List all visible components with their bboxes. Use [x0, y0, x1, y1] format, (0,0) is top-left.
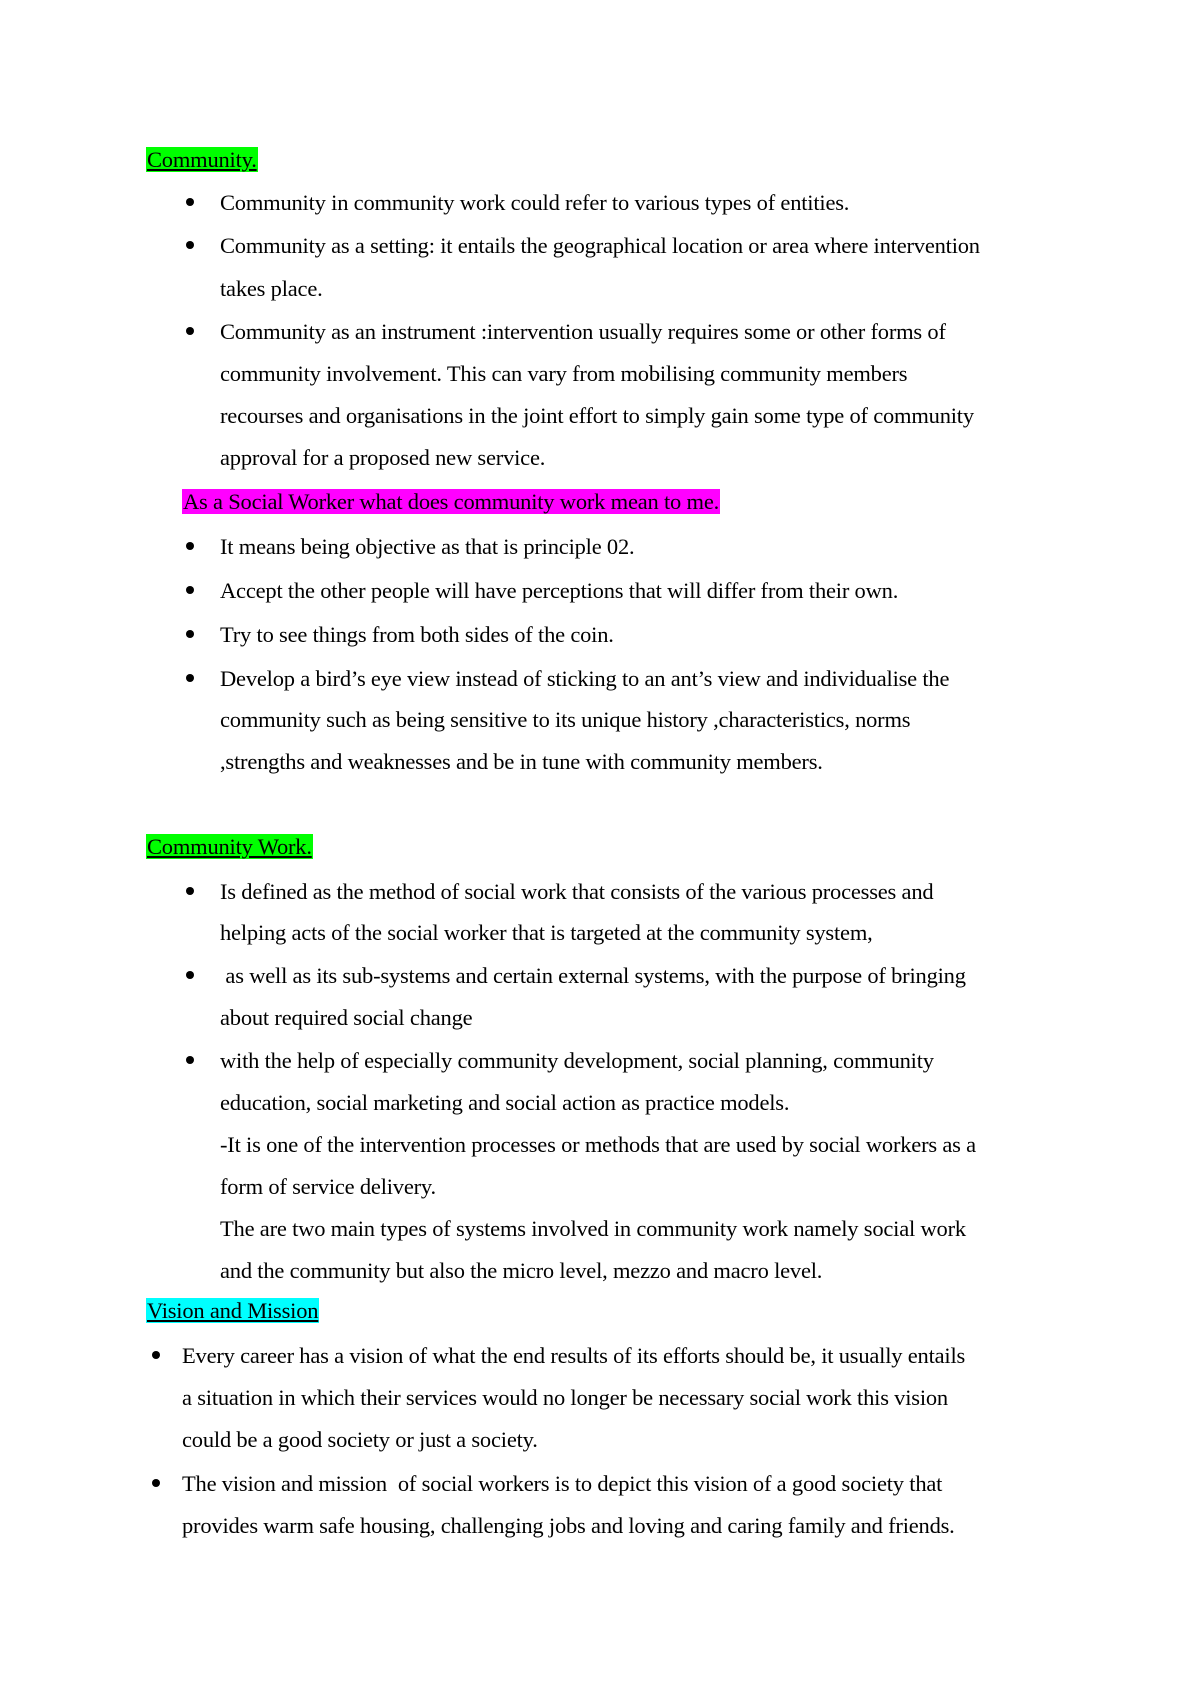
list-item: Is defined as the method of social work that consists of the various processes and — [220, 879, 934, 904]
list-item-continuation: -It is one of the intervention processes or methods that are used by social workers as a — [220, 1132, 976, 1157]
heading-community-text: Community. — [147, 147, 257, 172]
bullet-icon — [186, 586, 194, 594]
bullet-icon — [186, 674, 194, 682]
list-item-continuation: community such as being sensitive to its unique history ,characteristics, norms — [220, 707, 911, 732]
bullet-icon — [186, 887, 194, 895]
list-item: Community in community work could refer to various types of entities. — [220, 190, 850, 215]
list-item-continuation: takes place. — [220, 276, 323, 301]
list-item: Develop a bird’s eye view instead of sticking to an ant’s view and individualise the — [220, 666, 950, 691]
list-item: It means being objective as that is principle 02. — [220, 534, 635, 559]
list-item-continuation: and the community but also the micro level, mezzo and macro level. — [220, 1258, 823, 1283]
bullet-icon — [186, 327, 194, 335]
list-item: Every career has a vision of what the end results of its efforts should be, it usually entails — [182, 1343, 966, 1368]
heading-social-worker — [182, 487, 720, 517]
list-item-continuation: recourses and organisations in the joint effort to simply gain some type of community — [220, 403, 974, 428]
list-item-continuation: approval for a proposed new service. — [220, 445, 546, 470]
list-item-continuation: could be a good society or just a society. — [182, 1427, 538, 1452]
list-item: The vision and mission of social workers is to depict this vision of a good society that — [182, 1471, 943, 1496]
heading-community-work-text: Community Work. — [147, 834, 312, 859]
bullet-icon — [152, 1351, 160, 1359]
bullet-icon — [152, 1479, 160, 1487]
heading-community — [146, 145, 258, 175]
list-item-continuation: education, social marketing and social action as practice models. — [220, 1090, 790, 1115]
list-item-continuation: a situation in which their services would no longer be necessary social work this vision — [182, 1385, 948, 1410]
bullet-icon — [186, 971, 194, 979]
list-item: Community as an instrument :intervention usually requires some or other forms of — [220, 319, 946, 344]
heading-community-work — [146, 832, 313, 862]
list-item-continuation: helping acts of the social worker that is targeted at the community system, — [220, 920, 873, 945]
list-item-continuation: form of service delivery. — [220, 1174, 436, 1199]
list-item-continuation: provides warm safe housing, challenging jobs and loving and caring family and friends. — [182, 1513, 955, 1538]
heading-social-worker-text: As a Social Worker what does community work mean to me. — [183, 489, 720, 514]
list-item: Community as a setting: it entails the geographical location or area where intervention — [220, 233, 980, 258]
list-item-continuation: ,strengths and weaknesses and be in tune with community members. — [220, 749, 823, 774]
bullet-icon — [186, 630, 194, 638]
list-item: as well as its sub-systems and certain external systems, with the purpose of bringing — [220, 963, 966, 988]
heading-vision-mission-text: Vision and Mission — [147, 1298, 319, 1323]
bullet-icon — [186, 1056, 194, 1064]
heading-vision-mission — [146, 1296, 319, 1326]
list-item: with the help of especially community development, social planning, community — [220, 1048, 934, 1073]
list-item: Accept the other people will have perceptions that will differ from their own. — [220, 578, 899, 603]
bullet-icon — [186, 241, 194, 249]
list-item-continuation: community involvement. This can vary from mobilising community members — [220, 361, 908, 386]
list-item-continuation: about required social change — [220, 1005, 473, 1030]
list-item-continuation: The are two main types of systems involved in community work namely social work — [220, 1216, 966, 1241]
bullet-icon — [186, 198, 194, 206]
list-item: Try to see things from both sides of the coin. — [220, 622, 614, 647]
bullet-icon — [186, 542, 194, 550]
